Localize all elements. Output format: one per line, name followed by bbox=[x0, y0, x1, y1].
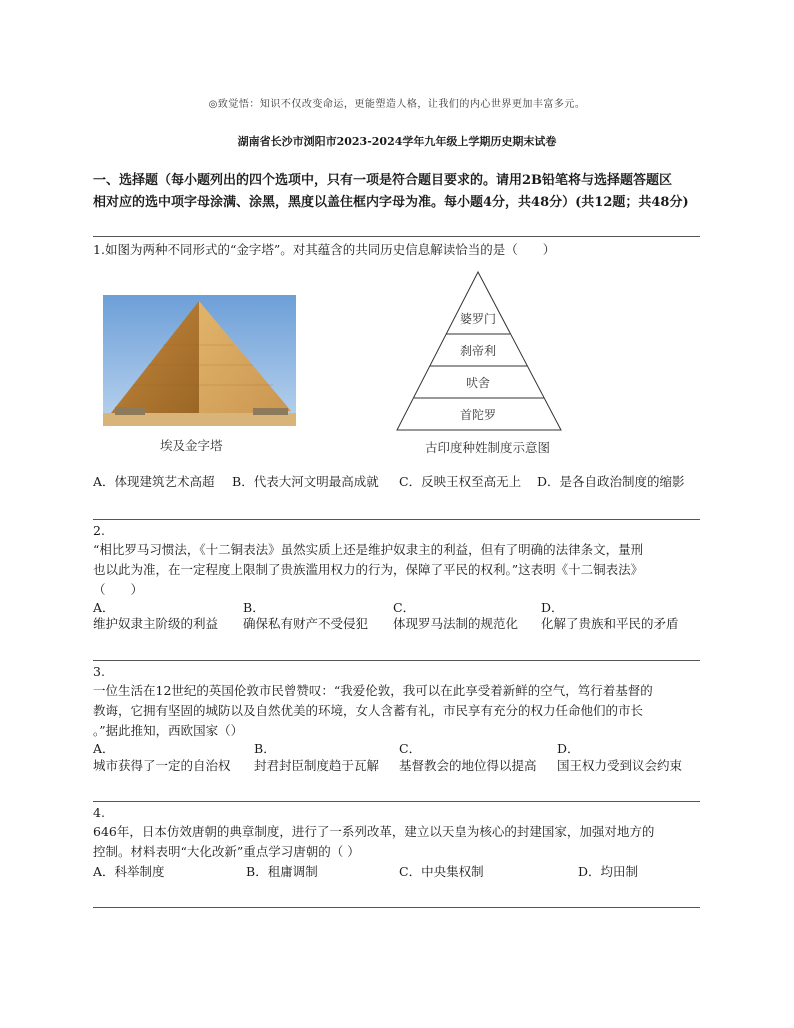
q1-option-c[interactable]: C．反映王权至高无上 bbox=[399, 474, 522, 489]
option-text: 代表大河文明最高成就 bbox=[253, 474, 379, 489]
option-text: 反映王权至高无上 bbox=[421, 474, 522, 489]
option-letter: B bbox=[232, 474, 242, 489]
q2-option-d-text[interactable]: 化解了贵族和平民的矛盾 bbox=[541, 616, 679, 631]
q4-option-d[interactable]: D．均田制 bbox=[578, 864, 639, 879]
option-letter: A bbox=[93, 600, 103, 615]
q3-option-b-letter[interactable]: B． bbox=[254, 741, 276, 756]
question-4-number: 4. bbox=[93, 805, 105, 820]
option-letter: A bbox=[93, 864, 103, 879]
divider bbox=[93, 660, 700, 661]
question-2-line-3: （ ） bbox=[93, 582, 144, 597]
q2-option-a-letter[interactable]: A． bbox=[93, 600, 115, 615]
q2-option-a-text[interactable]: 维护奴隶主阶级的利益 bbox=[93, 616, 219, 631]
q2-option-d-letter[interactable]: D． bbox=[541, 600, 564, 615]
diagram-caption: 古印度种姓制度示意图 bbox=[425, 440, 551, 455]
q2-option-b-text[interactable]: 确保私有财产不受侵犯 bbox=[243, 616, 369, 631]
option-letter: C bbox=[393, 600, 403, 615]
question-3-line-1: 一位生活在12世纪的英国伦敦市民曾赞叹：“我爱伦敦，我可以在此享受着新鲜的空气，笃行着基督的 bbox=[93, 683, 653, 698]
photo-caption: 埃及金字塔 bbox=[160, 438, 223, 453]
option-text: 租庸调制 bbox=[267, 864, 318, 879]
q3-option-b-text[interactable]: 封君封臣制度趋于瓦解 bbox=[254, 758, 380, 773]
q4-option-c[interactable]: C．中央集权制 bbox=[399, 864, 484, 879]
question-1-number: 1. bbox=[93, 242, 105, 257]
q2-option-c-text[interactable]: 体现罗马法制的规范化 bbox=[393, 616, 519, 631]
option-text: 中央集权制 bbox=[421, 864, 484, 879]
motto-line: ◎致觉悟：知识不仅改变命运，更能塑造人格，让我们的内心世界更加丰富多元。 bbox=[208, 99, 586, 110]
option-letter: B bbox=[254, 741, 264, 756]
divider bbox=[93, 801, 700, 802]
option-text: 体现建筑艺术高超 bbox=[114, 474, 215, 489]
question-1-stem: 如图为两种不同形式的“金字塔”。对其蕴含的共同历史信息解读恰当的是（ ） bbox=[104, 242, 556, 257]
question-3-line-3: 。”据此推知，西欧国家（） bbox=[93, 723, 244, 738]
tier-4-label: 首陀罗 bbox=[459, 408, 497, 422]
question-2-line-1: “相比罗马习惯法，《十二铜表法》虽然实质上还是维护奴隶主的利益，但有了明确的法律条文，量刑 bbox=[93, 542, 644, 557]
q3-option-c-letter[interactable]: C． bbox=[399, 741, 422, 756]
question-2-stem bbox=[93, 540, 703, 600]
q2-option-b-letter[interactable]: B． bbox=[243, 600, 265, 615]
option-letter: D bbox=[537, 474, 548, 489]
option-letter: B bbox=[243, 600, 253, 615]
q3-option-c-text[interactable]: 基督教会的地位得以提高 bbox=[399, 758, 537, 773]
section-heading bbox=[93, 170, 708, 214]
divider bbox=[93, 519, 700, 520]
section-heading-line-2: 相对应的选中项字母涂满、涂黑，黑度以盖住框内字母为准。每小题4分，共48分）(共12题；共48分) bbox=[93, 195, 689, 210]
question-4-line-2: 控制。材料表明“大化改新”重点学习唐朝的（ ） bbox=[93, 844, 360, 859]
q1-option-d[interactable]: D．是各自政治制度的缩影 bbox=[537, 474, 685, 489]
egypt-pyramid-photo bbox=[103, 295, 296, 426]
option-text: 均田制 bbox=[600, 864, 639, 879]
q3-option-d-text[interactable]: 国王权力受到议会约束 bbox=[557, 758, 683, 773]
option-letter: D bbox=[557, 741, 568, 756]
caste-pyramid-diagram bbox=[390, 268, 570, 434]
question-1-stem-row bbox=[93, 240, 703, 260]
option-text: 是各自政治制度的缩影 bbox=[559, 474, 685, 489]
question-3-line-2: 教诲，它拥有坚固的城防以及自然优美的环境，女人含蓄有礼，市民享有充分的权力任命他们的市长 bbox=[93, 703, 644, 718]
q3-option-d-letter[interactable]: D． bbox=[557, 741, 580, 756]
option-letter: C bbox=[399, 864, 409, 879]
question-2-number: 2. bbox=[93, 523, 105, 538]
option-letter: C bbox=[399, 474, 409, 489]
q1-option-b[interactable]: B．代表大河文明最高成就 bbox=[232, 474, 379, 489]
divider bbox=[93, 236, 700, 237]
tier-2-label: 刹帝利 bbox=[459, 344, 497, 358]
option-text: 科举制度 bbox=[114, 864, 165, 879]
question-3-number: 3. bbox=[93, 664, 105, 679]
q3-option-a-letter[interactable]: A． bbox=[93, 741, 115, 756]
question-2-line-2: 也以此为准，在一定程度上限制了贵族滥用权力的行为，保障了平民的权利。”这表明《十二铜表法》 bbox=[93, 562, 644, 577]
tier-1-label: 婆罗门 bbox=[459, 312, 497, 326]
section-heading-line-1: 一、选择题（每小题列出的四个选项中，只有一项是符合题目要求的。请用2B铅笔将与选择题答题区 bbox=[93, 173, 673, 188]
option-letter: A bbox=[93, 741, 103, 756]
option-letter: D bbox=[541, 600, 552, 615]
option-letter: C bbox=[399, 741, 409, 756]
q2-option-c-letter[interactable]: C． bbox=[393, 600, 416, 615]
option-letter: B bbox=[246, 864, 256, 879]
tier-3-label: 吠舍 bbox=[465, 376, 491, 390]
q1-option-a[interactable]: A．体现建筑艺术高超 bbox=[93, 474, 215, 489]
question-4-line-1: 646年，日本仿效唐朝的典章制度，进行了一系列改革，建立以天皇为核心的封建国家，加强对地方的 bbox=[93, 824, 655, 839]
q4-option-b[interactable]: B．租庸调制 bbox=[246, 864, 318, 879]
exam-title: 湖南省长沙市浏阳市2023-2024学年九年级上学期历史期末试卷 bbox=[237, 135, 557, 148]
question-3-stem bbox=[93, 681, 703, 741]
option-letter: A bbox=[93, 474, 103, 489]
q4-option-a[interactable]: A．科举制度 bbox=[93, 864, 165, 879]
question-4-stem bbox=[93, 822, 703, 862]
divider bbox=[93, 907, 700, 908]
q3-option-a-text[interactable]: 城市获得了一定的自治权 bbox=[93, 758, 231, 773]
option-letter: D bbox=[578, 864, 589, 879]
